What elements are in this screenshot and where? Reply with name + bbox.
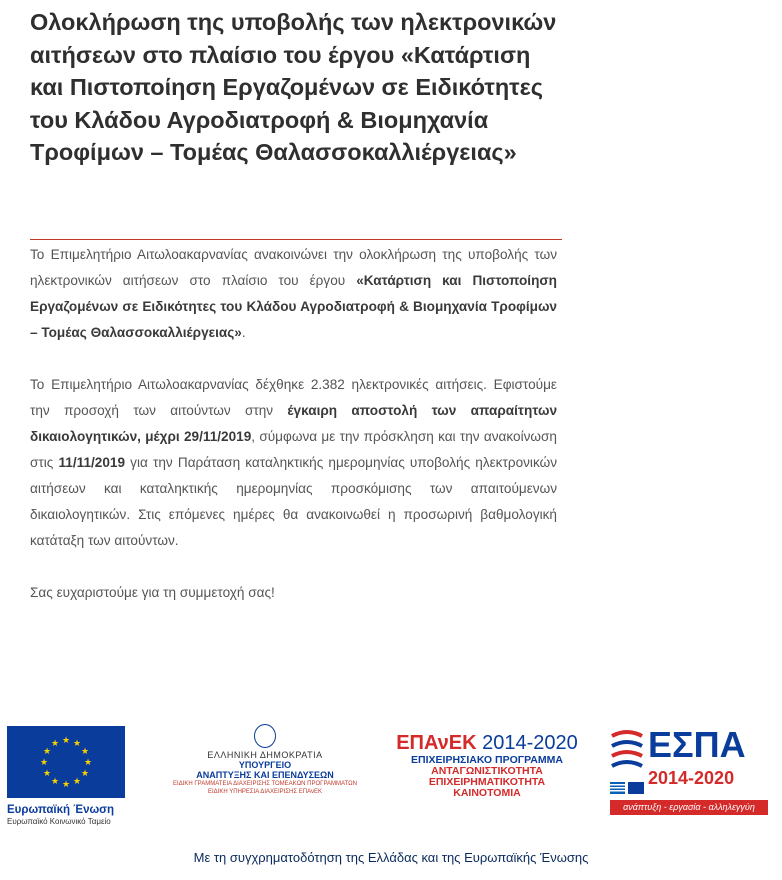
epanek-line-4: ΚΑΙΝΟΤΟΜΙΑ	[453, 787, 521, 799]
paragraph-intro	[30, 242, 557, 346]
eu-logo	[7, 726, 125, 826]
eu-star-icon: ★	[81, 768, 90, 778]
eu-star-icon: ★	[62, 735, 71, 745]
espa-years: 2014-2020	[648, 768, 735, 788]
eu-star-icon: ★	[42, 746, 52, 756]
title-divider	[30, 239, 562, 240]
secretariat-name: ΕΙΔΙΚΗ ΓΡΑΜΜΑΤΕΙΑ ΔΙΑΧΕΙΡΙΣΗΣ ΤΟΜΕΑΚΩΝ ΠΡΟΓΡΑΜΜΑΤΩΝ	[173, 781, 357, 787]
announcement-date: 11/11/2019	[58, 455, 126, 470]
epanek-years: 2014-2020	[482, 732, 578, 754]
epanek-line-2: ΑΝΤΑΓΩΝΙΣΤΙΚΟΤΗΤΑ	[431, 765, 543, 777]
hellenic-ministry-logo	[160, 724, 370, 796]
intro-text: Το Επιμελητήριο Αιτωλοακαρνανίας ανακοινώνει την ολοκλήρωση της υποβολής των ηλεκτρονικών αιτήσεων στο πλαίσιο του έργου	[30, 247, 557, 288]
cofunding-caption: Με τη συγχρηματοδότηση της Ελλάδας και της Ευρωπαϊκής Ένωσης	[193, 850, 589, 865]
ministry-label: ΥΠΟΥΡΓΕΙΟ	[238, 760, 292, 770]
article-body	[30, 242, 557, 632]
eu-star-icon: ★	[51, 776, 60, 787]
hellenic-republic: ΕΛΛΗΝΙΚΗ ΔΗΜΟΚΡΑΤΙΑ	[207, 750, 323, 760]
eu-flag-icon	[7, 726, 125, 798]
eu-star-icon: ★	[62, 779, 71, 789]
greek-eu-flags-icon	[610, 782, 644, 794]
paragraph-thanks: Σας ευχαριστούμε για τη συμμετοχή σας!	[30, 585, 275, 600]
espa-tagline: ανάπτυξη - εργασία - αλληλεγγύη	[610, 800, 768, 815]
eu-fund: Ευρωπαϊκό Κοινωνικό Ταμείο	[7, 817, 111, 826]
espa-waves-icon	[610, 728, 644, 778]
epanek-brand: ΕΠΑνΕΚ	[396, 732, 477, 754]
article-title: Ολοκλήρωση της υποβολής των ηλεκτρονικών αιτήσεων στο πλαίσιο του έργου «Κατάρτιση και Πιστοποίηση Εργαζομένων σε Ειδικότητες του Κλάδου Αγροδιατροφή & Βιομηχανία Τροφίμων – Τομέας Θαλασσοκαλλιέργειας»	[30, 9, 557, 165]
epanek-header	[378, 732, 596, 755]
espa-word: ΕΣΠΑ	[648, 724, 746, 765]
eu-star-icon: ★	[42, 768, 52, 778]
hellenic-emblem-icon	[254, 724, 276, 748]
intro-end: .	[241, 325, 246, 340]
ministry-name: ΑΝΑΠΤΥΞΗΣ ΚΑΙ ΕΠΕΝΔΥΣΕΩΝ	[196, 770, 334, 780]
eu-star-icon: ★	[73, 776, 82, 787]
details-text-2: , σύμφωνα με την πρόσκληση και την ανακοίνωση στις	[30, 429, 557, 470]
epanek-program: ΕΠΙΧΕΙΡΗΣΙΑΚΟ ΠΡΟΓΡΑΜΜΑ	[411, 754, 563, 766]
eu-star-icon: ★	[73, 737, 82, 748]
epanek-logo	[378, 732, 596, 799]
eu-star-icon: ★	[51, 737, 60, 748]
eu-star-icon: ★	[40, 757, 49, 767]
details-text-1: Το Επιμελητήριο Αιτωλοακαρνανίας δέχθηκε 2.382 ηλεκτρονικές αιτήσεις. Εφιστούμε την προσοχή των αιτούντων στην	[30, 377, 557, 418]
service-name: ΕΙΔΙΚΗ ΥΠΗΡΕΣΙΑ ΔΙΑΧΕΙΡΙΣΗΣ ΕΠΑνΕΚ	[208, 789, 322, 795]
deadline-text: έγκαιρη αποστολή των απαραίτητων δικαιολογητικών, μέχρι 29/11/2019	[30, 403, 558, 444]
project-name: «Κατάρτιση και Πιστοποίηση Εργαζομένων σε Ειδικότητες του Κλάδου Αγροδιατροφή & Βιομηχανία Τροφίμων – Τομέας Θαλασσοκαλλιέργειας»	[30, 273, 557, 340]
eu-star-icon: ★	[81, 746, 90, 756]
epanek-line-3: ΕΠΙΧΕΙΡΗΜΑΤΙΚΟΤΗΤΑ	[428, 776, 546, 788]
eu-name: Ευρωπαϊκή Ένωση	[7, 804, 115, 816]
eu-star-icon: ★	[84, 757, 93, 767]
details-text-3: για την Παράταση καταληκτικής ημερομηνίας υποβολής ηλεκτρονικών αιτήσεων και καταληκτικής ημερομηνίας προσκόμισης των απαιτούμενων δικαιολογητικών. Στις επόμενες ημέρες θα ανακοινωθεί η προσωρινή βαθμολογική κατάταξη των αιτούντων.	[30, 455, 557, 548]
paragraph-details	[30, 372, 557, 554]
funding-logos-banner	[0, 722, 782, 837]
